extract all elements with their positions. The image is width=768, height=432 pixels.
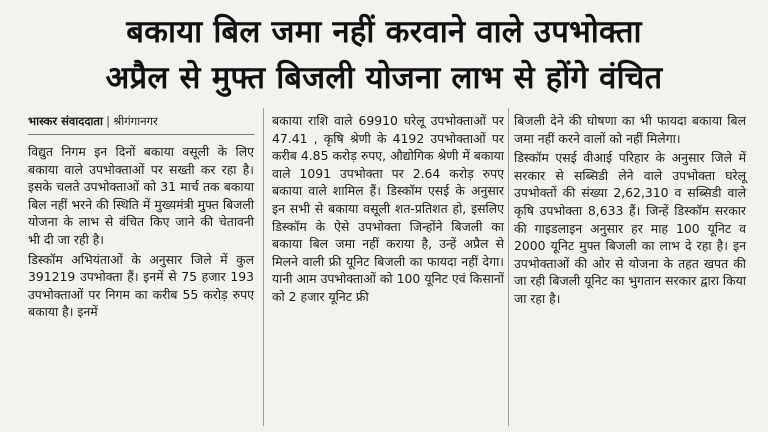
column-divider [263,108,264,426]
column-divider [508,108,509,426]
article-paragraph: डिस्कॉम एसई वीआई परिहार के अनुसार जिले में सरकार से सब्सिडी लेने वाले उपभोक्ता घरेलू उपभोक्तों की संख्या 2,62,310 व सब्सिडी वाले कृषि उपभोक्ता 8,633 हैं। जिन्हें डिस्कॉम सरकार की गाइडलाइन अनुसार हर माह 100 यूनिट व 2000 यूनिट मुफ्त बिजली का लाभ दे रहा है। इन उपभोक्ताओं की ओर से योजना के तहत खपत की जा रही बिजली यूनिट का भुगतान सरकार द्वारा किया जा रहा है। [514,150,746,306]
byline-separator: | [105,114,111,128]
article-column-1 [28,112,254,428]
article-paragraph: बिजली देने की घोषणा का भी फायदा बकाया बिल जमा नहीं करने वालों को नहीं मिलेगा। [514,113,746,146]
article-paragraph: डिस्कॉम अभियंताओं के अनुसार जिले में कुल 391219 उपभोक्ता हैं। इनमें से 75 हजार 193 उपभोक्ताओं पर निगम का करीब 55 करोड़ रुपए बकाया है। इनमें [28,251,254,320]
article-paragraph: बकाया राशि वाले 69910 घरेलू उपभोक्ताओं पर 47.41 , कृषि श्रेणी के 4192 उपभोक्ताओं पर करीब 4.85 करोड़ रुपए, औद्योगिक श्रेणी में बकाया वाले 1091 उपभोक्ता पर 2.64 करोड़ रुपए बकाया वाले शामिल हैं। डिस्कॉम एसई के अनुसार इन सभी से बकाया वसूली शत-प्रतिशत हो, इसलिए डिस्कॉम के ऐसे उपभोक्ता जिन्होंने बिजली का बकाया बिल जमा नहीं कराया है, उन्हें अप्रैल से मिलने वाली फ्री यूनिट बिजली का फायदा नहीं देगा। यानी आम उपभोक्ताओं को 100 यूनिट एवं किसानों को 2 हजार यूनिट फ्री [272,113,504,304]
article-column-3 [514,112,746,428]
byline-reporter: भास्कर संवाददाता [28,114,103,128]
headline-line-1: बकाया बिल जमा नहीं करवाने वाले उपभोक्ता [126,14,642,50]
headline-line-2: अप्रैल से मुफ्त बिजली योजना लाभ से होंगे वंचित [105,60,663,96]
article-column-2 [272,112,504,428]
article-paragraph: विद्युत निगम इन दिनों बकाया वसूली के लिए बकाया वाले उपभोक्ताओं पर सख्ती कर रहा है। इसके चलते उपभोक्ताओं को 31 मार्च तक बकाया बिल नहीं भरने की स्थिति में मुख्यमंत्री मुफ्त बिजली योजना के लाभ से वंचित किए जाने की चेतावनी भी दी जा रही है। [28,144,254,247]
byline [28,112,254,135]
byline-city: श्रीगंगानगर [113,114,158,128]
